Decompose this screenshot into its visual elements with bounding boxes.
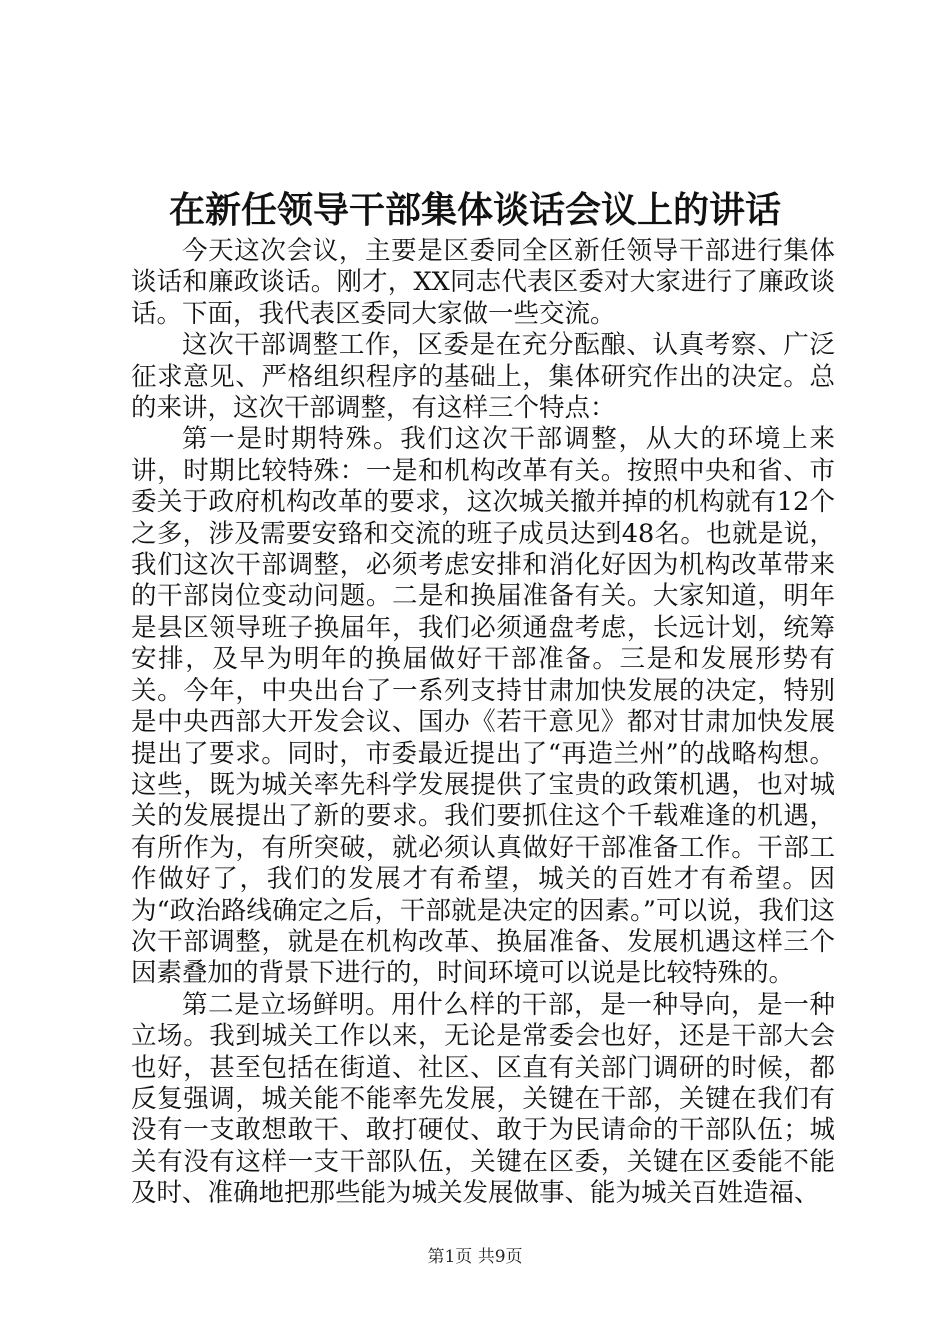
paragraph: 第一是时期特殊。我们这次干部调整，从大的环境上来讲，时期比较特殊：一是和机构改革有关。按照中央和省、市委关于政府机构改革的要求，这次城关撤并掉的机构就有12个之多，涉及需要安臵和交流的班子成员达到48名。也就是说，我们这次干部调整，必须考虑安排和消化好因为机构改革带来的干部岗位变动问题。二是和换届准备有关。大家知道，明年是县区领导班子换届年，我们必须通盘考虑，长远计划，统筹安排，及早为明年的换届做好干部准备。三是和发展形势有关。今年，中央出台了一系列支持甘肃加快发展的决定，特别是中央西部大开发会议、国办《若干意见》都对甘肃加快发展提出了要求。同时，市委最近提出了“再造兰州”的战略构想。这些，既为城关率先科学发展提供了宝贵的政策机遇，也对城关的发展提出了新的要求。我们要抓住这个千载难逢的机遇，有所作为，有所突破，就必须认真做好干部准备工作。干部工作做好了，我们的发展才有希望，城关的百姓才有希望。因为“政治路线确定之后，干部就是决定的因素。”可以说，我们这次干部调整，就是在机构改革、换届准备、发展机遇这样三个因素叠加的背景下进行的，时间环境可以说是比较特殊的。	[131, 424, 835, 989]
document-body	[131, 236, 835, 1210]
paragraph: 这次干部调整工作，区委是在充分酝酿、认真考察、广泛征求意见、严格组织程序的基础上，集体研究作出的决定。总的来讲，这次干部调整，有这样三个特点：	[131, 330, 835, 424]
paragraph: 今天这次会议，主要是区委同全区新任领导干部进行集体谈话和廉政谈话。刚才，XX同志代表区委对大家进行了廉政谈话。下面，我代表区委同大家做一些交流。	[131, 236, 835, 329]
paragraph: 第二是立场鲜明。用什么样的干部，是一种导向，是一种立场。我到城关工作以来，无论是常委会也好，还是干部大会也好，甚至包括在街道、社区、区直有关部门调研的时候，都反复强调，城关能不能率先发展，关键在干部，关键在我们有没有一支敢想敢干、敢打硬仗、敢于为民请命的干部队伍；城关有没有这样一支干部队伍，关键在区委，关键在区委能不能及时、准确地把那些能为城关发展做事、能为城关百姓造福、	[131, 989, 835, 1209]
page-number-footer: 第1页 共9页	[427, 1247, 523, 1267]
document-title: 在新任领导干部集体谈话会议上的讲话	[168, 189, 781, 231]
